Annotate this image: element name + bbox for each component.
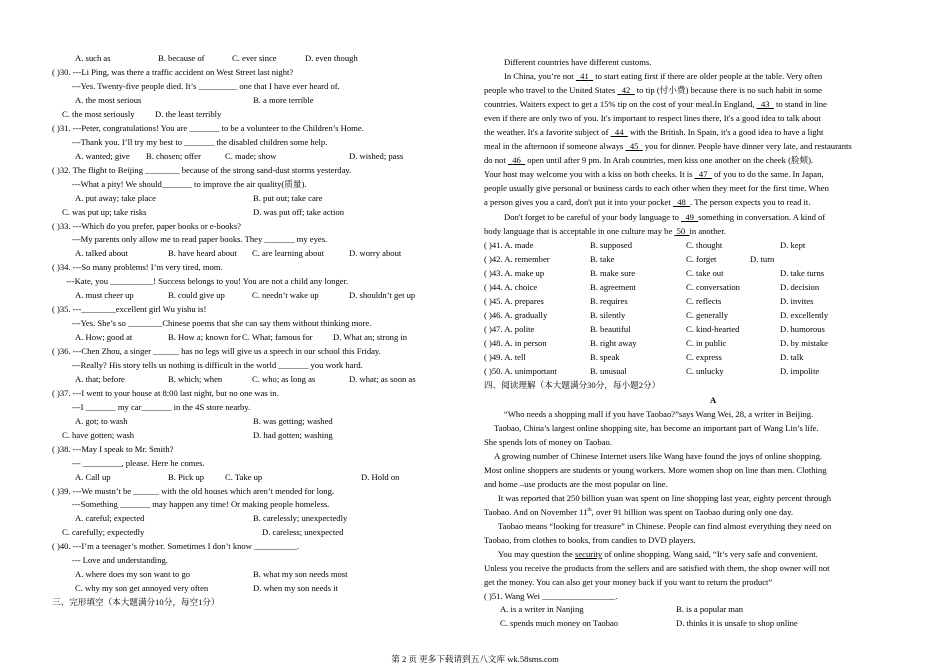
q34-stem: ( )34. ---So many problems! I’m very tired, mom. bbox=[52, 262, 223, 272]
text: a person gives you a card, don't put it into your pocket bbox=[484, 197, 671, 207]
reading-line-12: Unless you receive the products from the sellers and are satisfied with them, the shop owner will not bbox=[484, 563, 830, 573]
cloze-line-8 bbox=[484, 170, 824, 179]
blank-48: 48 bbox=[677, 197, 686, 207]
q42-option-d: D. turn bbox=[750, 254, 775, 264]
text: meal in the afternoon if someone always bbox=[484, 141, 624, 151]
q36-option-a: A. that; before bbox=[75, 374, 125, 384]
blank-41: 41 bbox=[580, 71, 589, 81]
blank-46: 46 bbox=[512, 155, 521, 165]
q49-option-d: D. talk bbox=[780, 352, 804, 362]
q33-option-d: D. worry about bbox=[349, 248, 402, 258]
text: Don't forget to be careful of your body language to bbox=[504, 212, 679, 222]
q42-option-b: B. take bbox=[590, 254, 615, 264]
q37-option-c: C. have gotten; wash bbox=[62, 430, 135, 440]
q50-stem: ( )50. A. unimportant bbox=[484, 366, 557, 376]
text: in another. bbox=[689, 226, 726, 236]
text: , over 91 billion was spent on Taobao during only one day. bbox=[591, 507, 793, 517]
q30-option-a: A. the most serious bbox=[75, 95, 142, 105]
q41-stem: ( )41. A. made bbox=[484, 240, 534, 250]
q31-option-d: D. wished; pass bbox=[349, 151, 404, 161]
cloze-line-1 bbox=[504, 72, 822, 81]
q35-option-d: D. What an; strong in bbox=[333, 332, 408, 342]
q31-option-a: A. wanted; give bbox=[75, 151, 130, 161]
q33-option-c: C. are learning about bbox=[252, 248, 325, 258]
q37-option-d: D. had gotten; washing bbox=[253, 430, 333, 440]
q43-stem: ( )43. A. make up bbox=[484, 268, 545, 278]
q45-option-d: D. invites bbox=[780, 296, 814, 306]
q46-option-d: D. excellently bbox=[780, 310, 829, 320]
text: of you to do the same. In Japan, bbox=[713, 169, 824, 179]
q30-line2: ---Yes. Twenty-five people died. It’s _________ one that I have ever heard of. bbox=[72, 81, 340, 91]
q39-line2: ---Something _______ may happen any time! Or making people homeless. bbox=[72, 499, 330, 509]
underlined-word: security bbox=[574, 549, 603, 559]
blank-42: 42 bbox=[621, 85, 631, 95]
reading-line-6: and home –use products are the most popular on line. bbox=[484, 479, 668, 489]
q37-line2: ---I _______ my car_______ in the 4S store nearby. bbox=[72, 402, 251, 412]
cloze-line-9: people usually give personal or business cards to each other when they meet for the first time. When bbox=[484, 183, 829, 193]
reading-line-13: get the money. You can also get your money back if you want to return the product” bbox=[484, 577, 773, 587]
q39-option-d: D. careless; unexpected bbox=[262, 527, 344, 537]
q32-option-a: A. put away; take place bbox=[75, 193, 156, 203]
q31-stem: ( )31. ---Peter, congratulations! You are _______ to be a volunteer to the Children’s Home. bbox=[52, 123, 364, 133]
q30-option-c: C. the most seriously bbox=[62, 109, 135, 119]
reading-line-5: Most online shoppers are students or young workers. More women shop on line than men. Clothing bbox=[484, 465, 827, 475]
cloze-line-6 bbox=[484, 142, 852, 151]
q36-stem: ( )36. ---Chen Zhou, a singer ______ has no legs will give us a speech in our school this Friday. bbox=[52, 346, 381, 356]
text: to stand in line bbox=[776, 99, 827, 109]
q35-stem: ( )35. ---________excellent girl Wu yishu is! bbox=[52, 304, 207, 314]
q43-option-c: C. take out bbox=[686, 268, 724, 278]
q50-option-d: D. impolite bbox=[780, 366, 820, 376]
q32-line2: ---What a pity! We should_______ to improve the air quality(质量). bbox=[72, 179, 307, 189]
blank-45: 45 bbox=[629, 141, 639, 151]
reading-line-1: “Who needs a shopping mall if you have Taobao?”says Wang Wei, 28, a writer in Beijing. bbox=[504, 409, 814, 419]
text: do not bbox=[484, 155, 506, 165]
text: In China, you’re not bbox=[504, 71, 574, 81]
q46-stem: ( )46. A. gradually bbox=[484, 310, 548, 320]
q38-line2: --- _________, please. Here he comes. bbox=[72, 458, 205, 468]
reading-line-8 bbox=[484, 508, 793, 517]
q40-option-c: C. why my son get annoyed very often bbox=[75, 583, 209, 593]
text: to tip (付小费) because there is no such habit in some bbox=[636, 85, 822, 95]
q29-option-c: C. ever since bbox=[232, 53, 277, 63]
q35-option-b: B. How a; known for bbox=[168, 332, 241, 342]
q49-stem: ( )49. A. tell bbox=[484, 352, 526, 362]
q36-option-d: D. what; as soon as bbox=[349, 374, 416, 384]
superscript: th bbox=[587, 507, 592, 514]
q30-option-d: D. the least terribly bbox=[155, 109, 222, 119]
q37-option-b: B. was getting; washed bbox=[253, 416, 333, 426]
q46-option-c: C. generally bbox=[686, 310, 728, 320]
q36-option-b: B. which; when bbox=[168, 374, 223, 384]
q36-option-c: C. who; as long as bbox=[252, 374, 316, 384]
section-3-heading: 三、完形填空（本大题满分10分，每空1分） bbox=[52, 597, 220, 607]
reading-line-7: It was reported that 250 billion yuan was spent on line shopping last year, eighty percent through bbox=[498, 493, 832, 503]
text: of online shopping. Wang said, “It’s very safe and convenient. bbox=[602, 549, 818, 559]
blank-43: 43 bbox=[760, 99, 770, 109]
q40-option-a: A. where does my son want to go bbox=[75, 569, 191, 579]
text: open until after 9 pm. In Arab countries, men kiss one another on the cheek (脸颊). bbox=[527, 155, 814, 165]
section-4-heading: 四、阅读理解（本大题满分30分，每小题2分） bbox=[484, 380, 661, 390]
q50-option-c: C. unlucky bbox=[686, 366, 724, 376]
q38-option-b: B. Pick up bbox=[168, 472, 205, 482]
q33-option-b: B. have heard about bbox=[168, 248, 237, 258]
reading-line-2: Taobao, China’s largest online shopping site, has become an important part of Wang Lin’s life. bbox=[494, 423, 819, 433]
text: body language that is acceptable in one culture may be bbox=[484, 226, 673, 236]
q48-option-b: B. right away bbox=[590, 338, 637, 348]
q39-stem: ( )39. ---We mustn’t be ______ with the old houses which aren’t mended for long. bbox=[52, 486, 335, 496]
blank-49: 49 bbox=[685, 212, 694, 222]
passage-letter: A bbox=[710, 395, 717, 405]
q45-stem: ( )45. A. prepares bbox=[484, 296, 544, 306]
cloze-line-7 bbox=[484, 156, 813, 165]
q42-stem: ( )42. A. remember bbox=[484, 254, 550, 264]
q41-option-b: B. supposed bbox=[590, 240, 633, 250]
text: Taobao. And on November 11 bbox=[484, 507, 588, 517]
blank-50: 50 bbox=[676, 226, 686, 236]
q45-option-c: C. reflects bbox=[686, 296, 722, 306]
text: countries. Waiters expect to get a 15% tip on the cost of your meal.In England, bbox=[484, 99, 755, 109]
text: Your host may welcome you with a kiss on both cheeks. It is bbox=[484, 169, 693, 179]
q48-option-c: C. in public bbox=[686, 338, 727, 348]
q32-option-c: C. was put up; take risks bbox=[62, 207, 147, 217]
q39-option-b: B. carelessly; unexpectedly bbox=[253, 513, 348, 523]
q51-option-b: B. is a popular man bbox=[676, 604, 744, 614]
q48-option-d: D. by mistake bbox=[780, 338, 828, 348]
cloze-line-12 bbox=[484, 227, 726, 236]
q35-option-a: A. How; good at bbox=[75, 332, 133, 342]
reading-line-11 bbox=[498, 550, 818, 559]
q31-option-b: B. chosen; offer bbox=[146, 151, 201, 161]
q41-option-d: D. kept bbox=[780, 240, 806, 250]
q38-option-c: C. Take up bbox=[225, 472, 263, 482]
q44-stem: ( )44. A. choice bbox=[484, 282, 538, 292]
q34-line2: ---Kate, you __________! Success belongs to you! You are not a child any longer. bbox=[66, 276, 349, 286]
q40-stem: ( )40. ---I’m a teenager’s mother. Sometimes I don’t know __________. bbox=[52, 541, 300, 551]
q36-line2: ---Really? His story tells us nothing is difficult in the world _______ you work hard. bbox=[72, 360, 363, 370]
q51-option-c: C. spends much money on Taobao bbox=[500, 618, 619, 628]
q42-option-c: C. forget bbox=[686, 254, 717, 264]
q40-option-b: B. what my son needs most bbox=[253, 569, 348, 579]
reading-line-9: Taobao means “looking for treasure” in Chinese. People can find almost everything they need on bbox=[498, 521, 832, 531]
text: you for dinner. People have dinner very late, and restaurants bbox=[644, 141, 852, 151]
q31-option-c: C. made; show bbox=[225, 151, 277, 161]
passage-title-line: Different countries have different customs. bbox=[504, 57, 652, 67]
q43-option-b: B. make sure bbox=[590, 268, 636, 278]
q32-option-d: D. was put off; take action bbox=[253, 207, 345, 217]
q37-stem: ( )37. ---I went to your house at 8:00 last night, but no one was in. bbox=[52, 388, 279, 398]
reading-line-4: A growing number of Chinese Internet users like Wang have found the joys of online shopping. bbox=[494, 451, 823, 461]
q40-line2: --- Love and understanding. bbox=[72, 555, 168, 565]
q41-option-c: C. thought bbox=[686, 240, 723, 250]
q37-option-a: A. got; to wash bbox=[75, 416, 128, 426]
q45-option-b: B. requires bbox=[590, 296, 628, 306]
q47-option-b: B. beautiful bbox=[590, 324, 631, 334]
text: the weather. It's a favorite subject of bbox=[484, 127, 609, 137]
reading-line-10: Taobao, from clothes to books, from candies to DVD players. bbox=[484, 535, 696, 545]
blank-47: 47 bbox=[698, 169, 708, 179]
q43-option-d: D. take turns bbox=[780, 268, 825, 278]
q29-option-a: A. such as bbox=[75, 53, 111, 63]
q38-option-d: D. Hold on bbox=[361, 472, 400, 482]
text: something in conversation. A kind of bbox=[698, 212, 826, 222]
q51-stem: ( )51. Wang Wei _________________. bbox=[484, 591, 618, 601]
q33-stem: ( )33. ---Which do you prefer, paper books or e-books? bbox=[52, 221, 241, 231]
q40-option-d: D. when my son needs it bbox=[253, 583, 338, 593]
q51-option-a: A. is a writer in Nanjing bbox=[500, 604, 584, 614]
text: people who travel to the United States bbox=[484, 85, 616, 95]
q46-option-b: B. silently bbox=[590, 310, 626, 320]
q34-option-c: C. needn’t wake up bbox=[252, 290, 319, 300]
q44-option-c: C. conversation bbox=[686, 282, 740, 292]
q35-option-c: C. What; famous for bbox=[242, 332, 313, 342]
page-footer: 第 2 页 更多下载请到五八文库 wk.58sms.com bbox=[391, 654, 559, 664]
q50-option-b: B. unusual bbox=[590, 366, 627, 376]
q34-option-a: A. must cheer up bbox=[75, 290, 134, 300]
q47-option-c: C. kind-hearted bbox=[686, 324, 740, 334]
q49-option-b: B. speak bbox=[590, 352, 620, 362]
cloze-line-11 bbox=[504, 213, 825, 222]
text: with the British. In Spain, it's a good idea to have a light bbox=[629, 127, 824, 137]
q30-stem: ( )30. ---Li Ping, was there a traffic accident on West Street last night? bbox=[52, 67, 294, 77]
q29-option-b: B. because of bbox=[158, 53, 205, 63]
q32-stem: ( )32. The flight to Beijing ________ because of the strong sand-dust storms yesterday. bbox=[52, 165, 352, 175]
q35-line2: ---Yes. She’s so ________Chinese poems that she can say them without thinking more. bbox=[72, 318, 372, 328]
q30-option-b: B. a more terrible bbox=[253, 95, 314, 105]
cloze-line-3 bbox=[484, 100, 827, 109]
cloze-line-2 bbox=[484, 86, 822, 95]
cloze-line-4: even if there are only two of you. It's important to respect lines there, It's a good idea to talk about bbox=[484, 113, 821, 123]
cloze-line-5 bbox=[484, 128, 823, 137]
q47-stem: ( )47. A. polite bbox=[484, 324, 535, 334]
text: . The person expects you to read it. bbox=[690, 197, 811, 207]
q34-option-d: D. shouldn’t get up bbox=[349, 290, 416, 300]
cloze-line-10 bbox=[484, 198, 810, 207]
q47-option-d: D. humorous bbox=[780, 324, 825, 334]
q48-stem: ( )48. A. in person bbox=[484, 338, 547, 348]
q31-line2: ---Thank you. I’ll try my best to _______ the disabled children some help. bbox=[72, 137, 328, 147]
blank-44: 44 bbox=[614, 127, 624, 137]
q39-option-a: A. careful; expected bbox=[75, 513, 145, 523]
q39-option-c: C. carefully; expectedly bbox=[62, 527, 145, 537]
q49-option-c: C. express bbox=[686, 352, 722, 362]
q38-stem: ( )38. ---May I speak to Mr. Smith? bbox=[52, 444, 174, 454]
q38-option-a: A. Call up bbox=[75, 472, 111, 482]
q34-option-b: B. could give up bbox=[168, 290, 225, 300]
q32-option-b: B. put out; take care bbox=[253, 193, 323, 203]
q44-option-b: B. agreement bbox=[590, 282, 636, 292]
q33-option-a: A. talked about bbox=[75, 248, 128, 258]
text: to start eating first if there are older people at the table. Very often bbox=[595, 71, 823, 81]
q51-option-d: D. thinks it is unsafe to shop online bbox=[676, 618, 798, 628]
q44-option-d: D. decision bbox=[780, 282, 820, 292]
q33-line2: ---My parents only allow me to read paper books. They _______ my eyes. bbox=[72, 234, 328, 244]
q29-option-d: D. even though bbox=[305, 53, 358, 63]
text: You may question the bbox=[498, 549, 573, 559]
reading-line-3: She spends lots of money on Taobao. bbox=[484, 437, 612, 447]
